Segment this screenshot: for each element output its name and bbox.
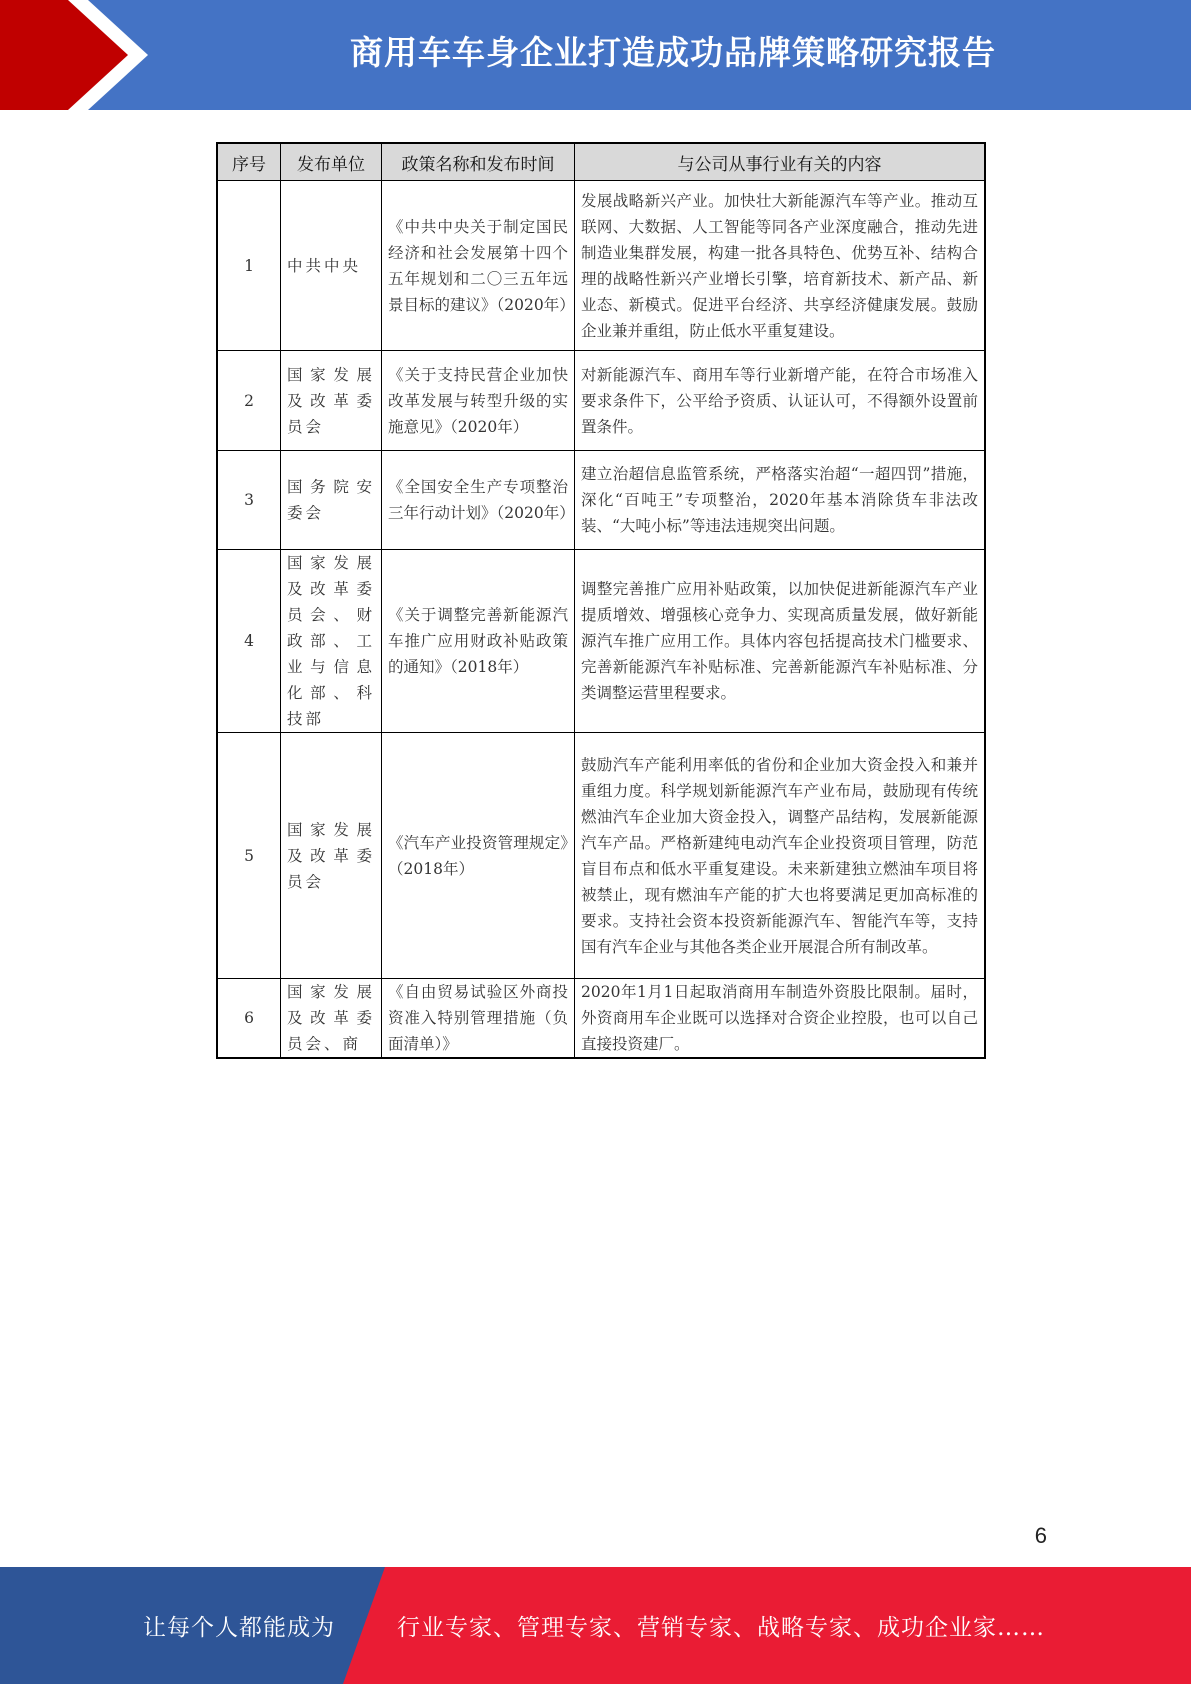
row-no: 2 [217, 351, 281, 451]
row-policy: 《关于支持民营企业加快改革发展与转型升级的实施意见》（2020年） [382, 351, 575, 451]
page-number: 6 [1034, 1523, 1047, 1548]
policy-table [216, 142, 986, 1059]
row-issuer: 中共中央 [281, 181, 382, 351]
footer-slogan-left: 让每个人都能成为 [143, 1615, 335, 1641]
column-header-issuer: 发布单位 [281, 143, 382, 181]
row-content: 调整完善推广应用补贴政策，以加快促进新能源汽车产业提质增效、增强核心竞争力、实现高质量发展，做好新能源汽车推广应用工作。具体内容包括提高技术门槛要求、完善新能源汽车补贴标准、完善新能源汽车补贴标准、分类调整运营里程要求。 [575, 550, 986, 733]
row-content: 鼓励汽车产能利用率低的省份和企业加大资金投入和兼并重组力度。科学规划新能源汽车产业布局，鼓励现有传统燃油汽车企业加大资金投入，调整产品结构，发展新能源汽车产品。严格新建纯电动汽车企业投资项目管理，防范盲目布点和低水平重复建设。未来新建独立燃油车项目将被禁止，现有燃油车产能的扩大也将要满足更加高标准的要求。支持社会资本投资新能源汽车、智能汽车等，支持国有汽车企业与其他各类企业开展混合所有制改革。 [575, 733, 986, 979]
row-policy: 《汽车产业投资管理规定》（2018年） [382, 733, 575, 979]
report-title: 商用车车身企业打造成功品牌策略研究报告 [350, 33, 996, 72]
row-policy: 《中共中央关于制定国民经济和社会发展第十四个五年规划和二〇三五年远景目标的建议》（2020年） [382, 181, 575, 351]
row-content: 2020年1月1日起取消商用车制造外资股比限制。届时，外资商用车企业既可以选择对合资企业控股，也可以自己直接投资建厂。 [575, 979, 986, 1059]
row-no: 4 [217, 550, 281, 733]
table-row [217, 181, 985, 351]
row-policy: 《全国安全生产专项整治三年行动计划》（2020年） [382, 451, 575, 550]
row-issuer: 国务院安委会 [281, 451, 382, 550]
column-header-content: 与公司从事行业有关的内容 [575, 143, 986, 181]
row-content: 对新能源汽车、商用车等行业新增产能，在符合市场准入要求条件下，公平给予资质、认证认可，不得额外设置前置条件。 [575, 351, 986, 451]
table-row [217, 733, 985, 979]
footer-slogan-right: 行业专家、管理专家、营销专家、战略专家、成功企业家…… [397, 1615, 1045, 1641]
row-no: 5 [217, 733, 281, 979]
table-row [217, 351, 985, 451]
header-chevron-decoration [0, 0, 150, 110]
table-row [217, 550, 985, 733]
row-issuer: 国家发展及改革委员会 [281, 733, 382, 979]
table-row [217, 979, 985, 1059]
row-issuer: 国家发展及改革委员会、商 [281, 979, 382, 1059]
row-no: 6 [217, 979, 281, 1059]
page-footer [0, 1567, 1191, 1684]
page-header [0, 0, 1191, 110]
row-no: 1 [217, 181, 281, 351]
row-policy: 《关于调整完善新能源汽车推广应用财政补贴政策的通知》（2018年） [382, 550, 575, 733]
row-content: 发展战略新兴产业。加快壮大新能源汽车等产业。推动互联网、大数据、人工智能等同各产业深度融合，推动先进制造业集群发展，构建一批各具特色、优势互补、结构合理的战略性新兴产业增长引擎，培育新技术、新产品、新业态、新模式。促进平台经济、共享经济健康发展。鼓励企业兼并重组，防止低水平重复建设。 [575, 181, 986, 351]
column-header-policy: 政策名称和发布时间 [382, 143, 575, 181]
row-content: 建立治超信息监管系统，严格落实治超“一超四罚”措施，深化“百吨王”专项整治，2020年基本消除货车非法改装、“大吨小标”等违法违规突出问题。 [575, 451, 986, 550]
table-row [217, 451, 985, 550]
row-issuer: 国家发展及改革委员会、财政部、工业与信息化部、科技部 [281, 550, 382, 733]
row-policy: 《自由贸易试验区外商投资准入特别管理措施（负面清单）》 [382, 979, 575, 1059]
row-issuer: 国家发展及改革委员会 [281, 351, 382, 451]
column-header-no: 序号 [217, 143, 281, 181]
table-header-row [217, 143, 985, 181]
row-no: 3 [217, 451, 281, 550]
